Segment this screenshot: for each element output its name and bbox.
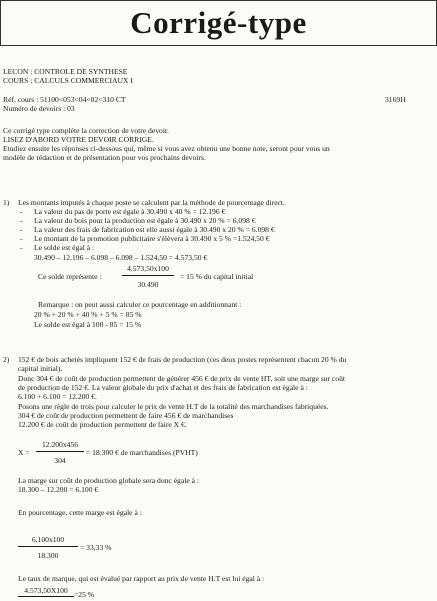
q2-taux-label: Le taux de marque, qui est évalué par rapport au prix de vente H.T est lui égal à : [18,574,265,583]
q2-pct-numerator: 6.100x100 [31,535,65,544]
q2-x-label: X = [18,448,30,457]
q1-bullet-2: La valeur du bois pour la production est égale à 30.490 x 20 % = 6.098 € [34,216,256,225]
q1-intro: Les montants imputés à chaque poste se calculent par la méthode de pourcentage direct. [18,198,285,207]
q1-bullet-5: Le solde est égal à : [34,243,95,252]
bullet-dash: - [20,207,23,216]
intro-line-1: Ce corrigé type complète la correction de votre devoir. [3,126,169,135]
q2-taux-result: =25 % [74,590,95,599]
reference-code: 3169H [385,95,406,104]
reference-line: Réf. cours : 51100<053<04<02<310 CT [3,95,126,104]
q1-bullet-4: Le montant de la promotion publicitaire s'élèvera à 30.490 x 5 % =1.524,50 € [34,234,270,243]
q2-x-result: = 18.300 € de marchandises (PVHT) [86,448,198,457]
intro-line-3: Etudiez ensuite les réponses ci-dessous qui, même si vous avez obtenu une bonne note, seront pour vous un [3,144,330,153]
q1-remarque: Remarque : on peut aussi calculer ce pourcentage en additionnant : [38,300,242,309]
q2-number: 2) [3,355,10,364]
q1-fraction [122,264,174,289]
q2-pct-label: En pourcentage, cette marge est égale à : [18,508,142,517]
q2-line-3: Donc 304 € de coût de production permettent de générer 456 € de prix de vente HT, soit une marge sur coût [18,374,345,383]
q1-solde-calc: 30.490 – 12.196 – 6.098 – 6.098 – 1.524,50 = 4.573,50 € [34,253,208,262]
q2-marge-label: La marge sur coût de production globale sera donc égale à : [18,476,199,485]
page-title: Corrigé-type [130,5,307,40]
cours-line: COURS : CALCULS COMMERCIAUX I [3,76,133,85]
q1-represente-label: Ce solde représente : [38,272,102,281]
q2-line-6: Posons une règle de trois pour calculer le prix de vente H.T de la totalité des marchandises fabriquées. [18,402,329,411]
q2-taux-numerator: 4.573,50X100 [24,586,68,595]
title-frame [0,0,437,46]
q2-line-4: de production de 152 €. La valeur globale du prix d'achat et des frais de fabrication est égale à : [18,383,308,392]
bullet-dash: - [20,234,23,243]
q1-solde-final: Le solde est égal à 100 - 85 = 15 % [34,320,142,329]
bullet-dash: - [20,225,23,234]
q2-x-fraction [36,440,84,465]
q2-taux-fraction [18,586,74,601]
q2-line-5: 6.100 + 6.100 = 12.200 €. [18,392,97,401]
q2-x-denominator: 304 [36,451,84,465]
q2-marge-calc: 18.300 – 12.200 = 6.100 € [18,485,99,494]
intro-line-4: modèle de rédaction et de présentation pour vos prochains devoirs. [3,153,206,162]
q1-bullet-3: La valeur des frais de fabrication est elle aussi égale à 30.490 x 20 % = 6.098 € [34,225,275,234]
bullet-dash: - [20,243,23,252]
q2-x-numerator: 12.200x456 [41,440,79,449]
q2-line-8: 12.200 € de coût de production permettent de faire X €. [18,420,187,429]
q1-fraction-denominator: 30.490 [122,275,174,289]
q2-pct-denominator: 18.300 [18,546,78,560]
q1-number: 1) [3,198,10,207]
q1-fraction-numerator: 4.573,50x100 [127,264,169,273]
intro-line-2: LISEZ D'ABORD VOTRE DEVOIR CORRIGE. [3,135,154,144]
lecon-line: LECON : CONTROLE DE SYNTHESE [3,67,128,76]
q1-bullet-1: La valeur du pas de porte est égale à 30.490 x 40 % = 12.196 € [34,207,226,216]
q2-line-1: 152 € de bois achetés impliquent 152 € de frais de production (ces deux postes représentent chacun 20 % du [18,355,347,364]
q2-pct-fraction [18,535,78,560]
q2-line-7: 304 € de coût de production permettent de faire 456 € de marchandises [18,411,234,420]
q1-sum: 20 % + 20 % + 40 % + 5 % = 85 % [34,310,142,319]
q2-pct-result: = 33,33 % [80,543,112,552]
q2-line-2: capital initial). [18,364,63,373]
bullet-dash: - [20,216,23,225]
devoir-number: Numéro de devoirs : 03 [3,104,75,113]
q1-fraction-result: = 15 % du capital initial [180,272,254,281]
q2-taux-bar [18,596,74,601]
